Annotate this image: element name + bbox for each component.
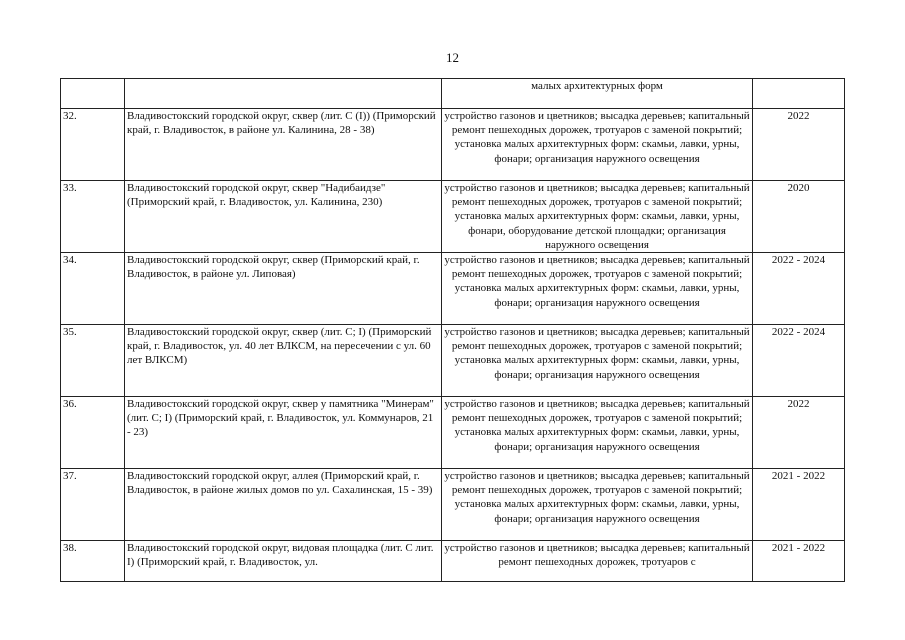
work-text: устройство газонов и цветников; высадка деревьев; капитальный ремонт пешеходных дорожек, тротуаров с заменой покрытий; установка малых архитектурных форм: скамьи, лавки, урны, фонари; организация наружного освещения	[444, 254, 750, 309]
year-cell: 2022	[753, 397, 845, 469]
table-row	[61, 181, 845, 253]
num-cell: 33.	[61, 181, 125, 253]
num-cell: 32.	[61, 109, 125, 181]
year-cell	[753, 79, 845, 109]
object-cell: Владивостокский городской округ, сквер (лит. С; I) (Приморский край, г. Владивосток, ул. 40 лет ВЛКСМ, на пересечении с ул. 60 лет ВЛКСМ)	[125, 325, 442, 397]
num-cell: 35.	[61, 325, 125, 397]
table-row	[61, 109, 845, 181]
year-cell: 2022 - 2024	[753, 325, 845, 397]
num-cell: 38.	[61, 541, 125, 582]
object-cell: Владивостокский городской округ, сквер (Приморский край, г. Владивосток, в районе ул. Липовая)	[125, 253, 442, 325]
work-cell	[442, 181, 753, 253]
object-cell: Владивостокский городской округ, аллея (Приморский край, г. Владивосток, в районе жилых домов по ул. Сахалинская, 15 - 39)	[125, 469, 442, 541]
num-cell: 37.	[61, 469, 125, 541]
year-cell: 2022	[753, 109, 845, 181]
work-text: устройство газонов и цветников; высадка деревьев; капитальный ремонт пешеходных дорожек, тротуаров с заменой покрытий; установка малых архитектурных форм: скамьи, лавки, урны, фонари; организация наружного освещения	[444, 470, 750, 525]
work-cell	[442, 397, 753, 469]
num-cell: 34.	[61, 253, 125, 325]
work-cell: малых архитектурных форм	[442, 79, 753, 109]
table-row-continuation	[61, 79, 845, 109]
year-cell: 2021 - 2022	[753, 541, 845, 582]
work-cell	[442, 469, 753, 541]
year-cell: 2021 - 2022	[753, 469, 845, 541]
object-cell: Владивостокский городской округ, сквер (лит. С (I)) (Приморский край, г. Владивосток, в районе ул. Калинина, 28 - 38)	[125, 109, 442, 181]
num-cell: 36.	[61, 397, 125, 469]
table-row	[61, 253, 845, 325]
table-row	[61, 397, 845, 469]
table-row	[61, 541, 845, 582]
num-cell	[61, 79, 125, 109]
object-cell: Владивостокский городской округ, сквер "Надибаидзе" (Приморский край, г. Владивосток, ул. Калинина, 230)	[125, 181, 442, 253]
work-cell	[442, 541, 753, 582]
object-cell	[125, 79, 442, 109]
objects-table	[60, 78, 845, 582]
table-row	[61, 469, 845, 541]
work-text: устройство газонов и цветников; высадка деревьев; капитальный ремонт пешеходных дорожек, тротуаров с заменой покрытий; установка малых архитектурных форм: скамьи, лавки, урны, фонари; организация наружного освещения	[444, 110, 750, 165]
object-cell: Владивостокский городской округ, сквер у памятника "Минерам" (лит. С; I) (Приморский край, г. Владивосток, ул. Коммунаров, 21 - 23)	[125, 397, 442, 469]
work-text: устройство газонов и цветников; высадка деревьев; капитальный ремонт пешеходных дорожек, тротуаров с	[444, 542, 750, 569]
work-text: устройство газонов и цветников; высадка деревьев; капитальный ремонт пешеходных дорожек, тротуаров с заменой покрытий; установка малых архитектурных форм: скамьи, лавки, урны, фонари; организация наружного освещения	[444, 398, 750, 453]
work-cell	[442, 325, 753, 397]
year-cell: 2020	[753, 181, 845, 253]
work-cell	[442, 253, 753, 325]
year-cell: 2022 - 2024	[753, 253, 845, 325]
work-cell	[442, 109, 753, 181]
work-text: устройство газонов и цветников; высадка деревьев; капитальный ремонт пешеходных дорожек, тротуаров с заменой покрытий; установка малых архитектурных форм: скамьи, лавки, урны, фонари; организация наружного освещения	[444, 326, 750, 381]
object-cell: Владивостокский городской округ, видовая площадка (лит. С лит. I) (Приморский край, г. Владивосток, ул.	[125, 541, 442, 582]
work-text: устройство газонов и цветников; высадка деревьев; капитальный ремонт пешеходных дорожек, тротуаров с заменой покрытий; установка малых архитектурных форм: скамьи, лавки, урны, фонари, оборудование детской площадки; организация наружного освещения	[444, 182, 750, 251]
table-row	[61, 325, 845, 397]
page-number: 12	[446, 50, 459, 65]
